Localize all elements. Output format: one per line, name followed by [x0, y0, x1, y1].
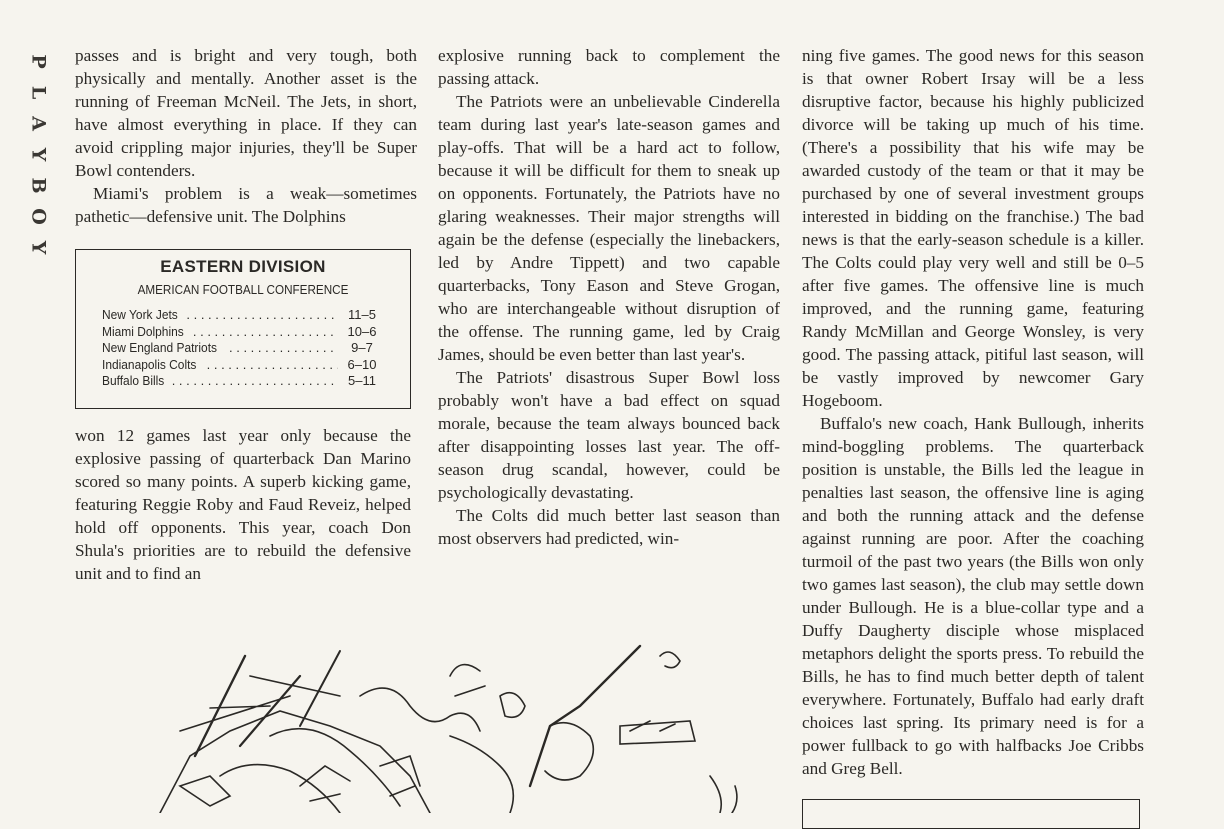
sidebar-letter: P — [27, 54, 50, 69]
central-division-box-cropped — [802, 799, 1140, 829]
team-record: 11–5 — [348, 307, 376, 322]
standings-row — [102, 373, 384, 390]
standings-title: EASTERN DIVISION — [160, 257, 326, 276]
team-record: 9–7 — [351, 340, 373, 355]
sidebar-letter: B — [27, 177, 50, 194]
sidebar-letter: Y — [27, 147, 50, 162]
paragraph: The Patriots were an unbelievable Cinderella team during last year's late-season games and play-offs. That will be a hard act to follow, because it will be difficult for them to sneak up on opponents. Fortunately, the Patriots have no glaring weaknesses. Their major strengths will again be the defense (especially the linebackers, led by Andre Tippett) and two capable quarterbacks, Tony Eason and Steve Grogan, who are interchangeable without disruption of the offense. The running game, led by Craig James, should be even better than last year's. — [438, 92, 780, 364]
standings-row — [102, 324, 384, 341]
paragraph: passes and is bright and very tough, both physically and mentally. Another asset is the running of Freeman McNeil. The Jets, in short, have almost everything in place. If they can avoid crippling major injuries, they'll be Super Bowl contenders. — [75, 46, 417, 180]
team-name: New York Jets — [102, 307, 178, 322]
sidebar-letter: L — [27, 85, 50, 100]
team-record: 6–10 — [347, 356, 377, 372]
paragraph: The Patriots' disastrous Super Bowl loss probably won't have a bad effect on squad morale, because the team always bounced back after disappointing losses last year. The off-season drug scandal, however, could be psychologically devastating. — [438, 368, 780, 502]
paragraph: ning five games. The good news for this season is that owner Robert Irsay will be a less disruptive factor, because his highly publicized divorce will be taking up much of his time. (There's a possibility that his wife may be awarded custody of the team or that it may be purchased by one of several investment groups interested in bidding on the franchise.) The bad news is that the early-season schedule is a killer. The Colts could play very well and still be 0–5 after five games. The offensive line is much improved, and the running game, featuring Randy McMillan and George Wonsley, is very good. The passing attack, pitiful last season, will be vastly improved by newcomer Gary Hogeboom. — [802, 46, 1144, 410]
column-3 — [802, 44, 1144, 780]
team-name: Indianapolis Colts — [102, 356, 197, 372]
column-1-bottom — [75, 424, 411, 585]
standings-list — [102, 307, 384, 390]
standings-row — [102, 357, 384, 374]
sidebar-letter: O — [27, 208, 50, 225]
team-name: Miami Dolphins — [102, 323, 184, 339]
standings-row — [102, 340, 384, 357]
column-2 — [438, 44, 780, 550]
team-record: 10–6 — [347, 323, 377, 339]
column-1-top — [75, 44, 417, 228]
team-record: 5–11 — [348, 373, 376, 388]
magazine-sidebar-title — [22, 46, 50, 263]
paragraph: Miami's problem is a weak—sometimes pathetic—defensive unit. The Dolphins — [75, 184, 417, 226]
paragraph: The Colts did much better last season than most observers had predicted, win- — [438, 506, 780, 548]
sidebar-letter: A — [27, 116, 50, 131]
cartoon-illustration-shipwreck — [150, 636, 750, 813]
paragraph: Buffalo's new coach, Hank Bullough, inherits mind-boggling problems. The quarterback position is unstable, the Bills led the league in penalties last season, the offensive line is aging and both the running attack and the defense against running are poor. After the coaching turmoil of the past two years (the Bills won only two games last season), the club may settle down under Bullough. He is a blue-collar type and a Duffy Daugherty disciple whose misplaced metaphors delight the sports press. To rebuild the Bills, he has to find much better depth of talent everywhere. Fortunately, Buffalo had early draft choices last spring. Its primary need is for a power fullback to go with halfbacks Joe Cribbs and Greg Bell. — [802, 414, 1144, 778]
standings-subtitle: AMERICAN FOOTBALL CONFERENCE — [137, 282, 349, 297]
standings-row — [102, 307, 384, 324]
standings-box — [75, 249, 411, 409]
sidebar-letter: Y — [27, 240, 50, 255]
team-name: New England Patriots — [102, 340, 218, 355]
paragraph: explosive running back to complement the passing attack. — [438, 46, 780, 88]
team-name: Buffalo Bills — [102, 373, 165, 388]
paragraph: won 12 games last year only because the explosive passing of quarterback Dan Marino scored so many points. A superb kicking game, featuring Reggie Roby and Faud Reveiz, helped hold off opponents. This year, coach Don Shula's priorities are to rebuild the defensive unit and to find an — [75, 426, 411, 583]
